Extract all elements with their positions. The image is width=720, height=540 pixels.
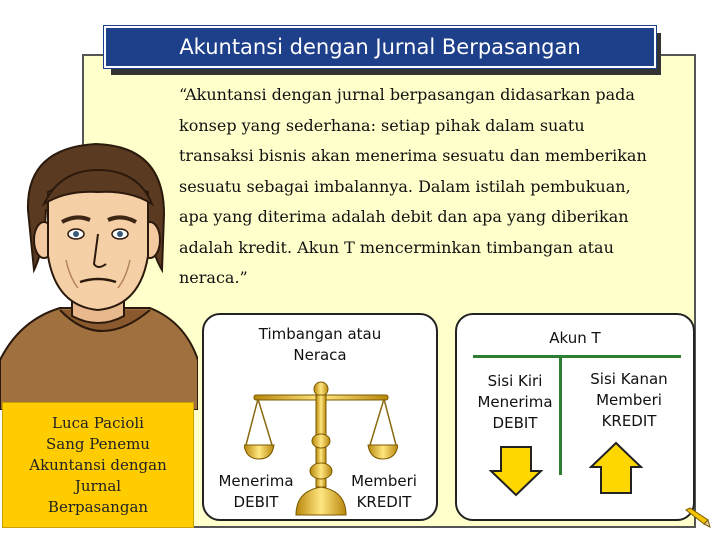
- t-account-title: Akun T: [549, 329, 601, 347]
- scale-box-title: Timbangan atau Neraca: [258, 325, 382, 364]
- t-account-horizontal-line: [473, 355, 681, 358]
- quote-line: neraca.”: [179, 268, 248, 287]
- scale-right-label: Memberi KREDIT: [351, 472, 417, 511]
- quote-text: [179, 80, 679, 294]
- down-arrow-icon: [489, 445, 543, 497]
- quote-line: apa yang diterima adalah debit dan apa yang diberikan: [179, 207, 629, 226]
- portrait-caption: Luca Pacioli Sang Penemu Akuntansi dengan Jurnal Berpasangan: [2, 402, 194, 528]
- scale-box: [202, 313, 438, 521]
- quote-line: adalah kredit. Akun T mencerminkan timbangan atau: [179, 237, 614, 257]
- up-arrow-icon: [589, 441, 643, 495]
- luca-pacioli-portrait: [0, 130, 198, 410]
- scale-left-label: Menerima DEBIT: [218, 472, 294, 511]
- t-account-right-label: Sisi Kanan Memberi KREDIT: [590, 370, 668, 430]
- quote-line: konsep yang sederhana: setiap pihak dalam suatu: [179, 115, 585, 135]
- t-account-box: [455, 313, 695, 521]
- slide-title: Akuntansi dengan Jurnal Berpasangan: [104, 26, 656, 68]
- quote-line: sesuatu sebagai imbalannya. Dalam istilah pembukuan,: [179, 176, 631, 196]
- quote-line: “Akuntansi dengan jurnal berpasangan didasarkan pada: [179, 85, 635, 104]
- quote-line: transaksi bisnis akan menerima sesuatu dan memberikan: [179, 146, 647, 165]
- t-account-left-label: Sisi Kiri Menerima DEBIT: [477, 372, 553, 432]
- pencil-icon: [684, 506, 712, 528]
